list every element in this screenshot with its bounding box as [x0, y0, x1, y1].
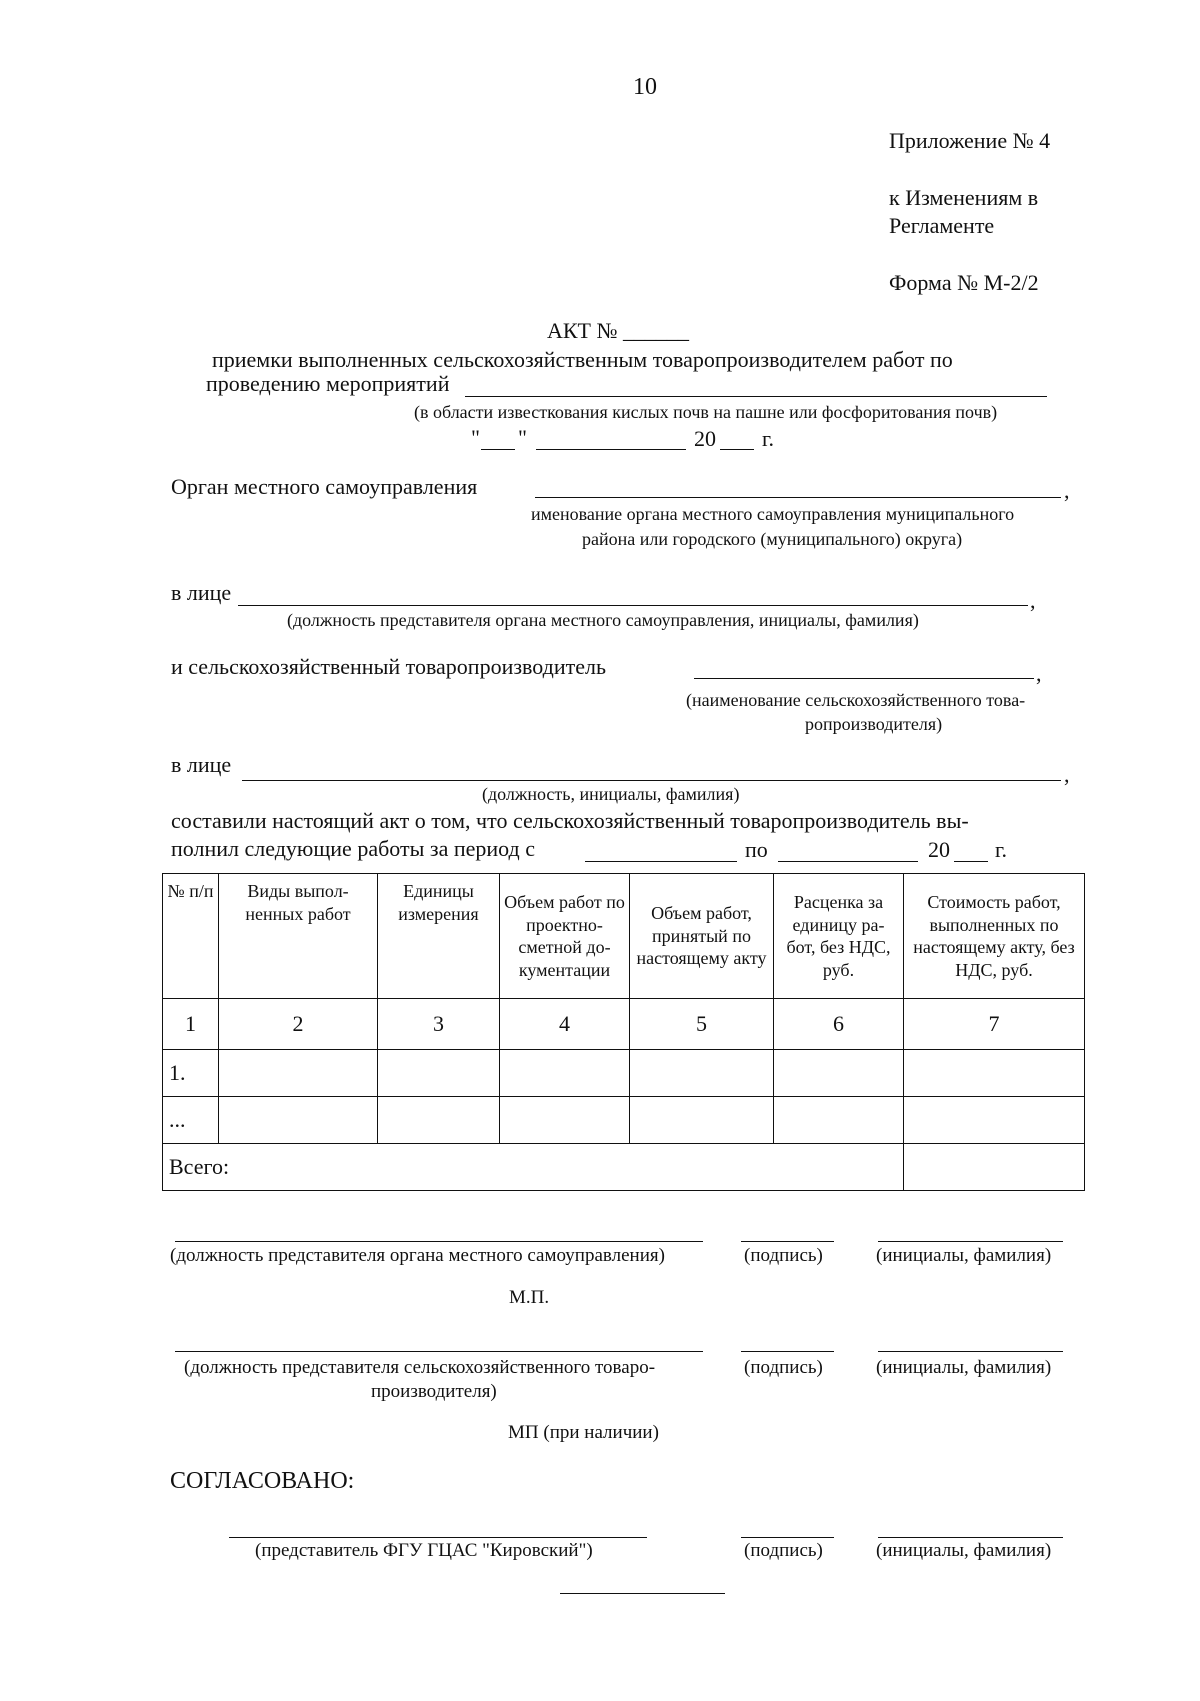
sig1-name-hint: (инициалы, фамилия) — [876, 1245, 1052, 1266]
producer-comma: , — [1036, 661, 1042, 686]
organ-label: Орган местного самоуправления — [171, 474, 478, 499]
table-cell — [378, 1097, 500, 1144]
column-number: 2 — [219, 999, 378, 1050]
header-cell-work-type: Виды выпол- ненных работ — [219, 874, 378, 999]
act-title: АКТ № ______ — [547, 318, 689, 343]
header-cell-accepted-volume: Объем работ, принятый по настоящему акту — [630, 874, 774, 999]
date-month-line — [536, 449, 686, 450]
row-number: ... — [163, 1097, 219, 1144]
sig3-position-hint: (представитель ФГУ ГЦАС "Кировский") — [255, 1540, 593, 1561]
header-cell-units: Единицы измерения — [378, 874, 500, 999]
date-year: 20 — [694, 426, 716, 451]
organ-comma: , — [1064, 478, 1070, 503]
sig1-stamp: М.П. — [509, 1287, 550, 1308]
sig3-sign-hint: (подпись) — [744, 1540, 823, 1561]
period-year-line — [954, 861, 988, 862]
rep1-hint: (должность представителя органа местного самоуправления, инициалы, фамилия) — [287, 610, 919, 630]
table-cell — [774, 1050, 904, 1097]
date-g: г. — [762, 426, 775, 451]
total-value-cell — [904, 1144, 1085, 1191]
approved-label: СОГЛАСОВАНО: — [170, 1468, 355, 1494]
sig2-sign-line — [741, 1351, 834, 1352]
date-day-line — [481, 449, 515, 450]
rep1-comma: , — [1030, 588, 1036, 613]
sig2-position-line — [175, 1351, 703, 1352]
column-number: 1 — [163, 999, 219, 1050]
column-number: 4 — [500, 999, 630, 1050]
statement-year: 20 — [928, 837, 950, 862]
rep2-hint: (должность, инициалы, фамилия) — [482, 784, 740, 804]
sig2-name-hint: (инициалы, фамилия) — [876, 1357, 1052, 1378]
organ-hint-line2: района или городского (муниципального) округа) — [582, 529, 963, 549]
to-changes-line1: к Изменениям в — [889, 185, 1039, 210]
table-cell — [219, 1050, 378, 1097]
form-number: Форма № М-2/2 — [889, 270, 1039, 295]
sig2-sign-hint: (подпись) — [744, 1357, 823, 1378]
table-cell — [630, 1050, 774, 1097]
appendix-label: Приложение № 4 — [889, 128, 1051, 153]
period-from-line — [585, 861, 737, 862]
rep1-label: в лице — [171, 580, 232, 605]
table-cell — [500, 1050, 630, 1097]
header-cell-num: № п/п — [163, 874, 219, 999]
table-column-numbers-row — [163, 999, 1085, 1050]
page-number: 10 — [633, 74, 657, 100]
period-to-line — [778, 861, 918, 862]
table-cell — [774, 1097, 904, 1144]
table-cell — [904, 1097, 1085, 1144]
sig3-name-hint: (инициалы, фамилия) — [876, 1540, 1052, 1561]
table-cell — [630, 1097, 774, 1144]
table-total-row — [163, 1144, 1085, 1191]
organ-hint-line1: именование органа местного самоуправления муниципального — [531, 504, 1015, 524]
column-number: 5 — [630, 999, 774, 1050]
date-quote-open: " — [471, 425, 480, 450]
sig3-position-line — [229, 1537, 647, 1538]
producer-hint-line1: (наименование сельскохозяйственного това- — [686, 690, 1026, 710]
title-line1: приемки выполненных сельскохозяйственным товаропроизводителем работ по — [212, 347, 953, 372]
total-label: Всего: — [163, 1144, 904, 1191]
column-number: 7 — [904, 999, 1085, 1050]
statement-line1: составили настоящий акт о том, что сельскохозяйственный товаропроизводитель вы- — [171, 808, 969, 833]
sig3-sign-line — [741, 1537, 834, 1538]
row-number: 1. — [163, 1050, 219, 1097]
organ-fill-line — [535, 497, 1061, 498]
to-changes-line2: Регламенте — [889, 213, 995, 238]
sig1-sign-hint: (подпись) — [744, 1245, 823, 1266]
table-cell — [378, 1050, 500, 1097]
rep2-fill-line — [242, 780, 1061, 781]
date-year-line — [720, 449, 754, 450]
producer-label: и сельскохозяйственный товаропроизводитель — [171, 654, 607, 679]
statement-line2: полнил следующие работы за период с — [171, 836, 535, 861]
title-line2: проведению мероприятий — [206, 371, 450, 396]
producer-fill-line — [694, 678, 1034, 679]
table-row — [163, 1097, 1085, 1144]
header-cell-rate: Расценка за единицу ра- бот, без НДС, руб. — [774, 874, 904, 999]
rep2-comma: , — [1064, 762, 1070, 787]
header-cell-cost: Стоимость работ, выполненных по настоящему акту, без НДС, руб. — [904, 874, 1085, 999]
table-cell — [904, 1050, 1085, 1097]
sig1-position-hint: (должность представителя органа местного самоуправления) — [170, 1245, 665, 1266]
end-rule — [560, 1593, 725, 1594]
column-number: 6 — [774, 999, 904, 1050]
sig2-position-hint-line2: производителя) — [371, 1381, 497, 1402]
activities-hint: (в области известкования кислых почв на пашне или фосфоритования почв) — [414, 402, 998, 422]
table-cell — [500, 1097, 630, 1144]
table-cell — [219, 1097, 378, 1144]
producer-hint-line2: ропроизводителя) — [805, 714, 943, 734]
rep1-fill-line — [238, 605, 1028, 606]
table-header-row — [163, 874, 1085, 999]
sig1-sign-line — [741, 1241, 834, 1242]
rep2-label: в лице — [171, 752, 232, 777]
sig2-position-hint-line1: (должность представителя сельскохозяйственного товаро- — [184, 1357, 656, 1378]
activities-fill-line — [465, 396, 1047, 397]
works-table — [162, 873, 1085, 1191]
table-row — [163, 1050, 1085, 1097]
sig1-position-line — [175, 1241, 703, 1242]
column-number: 3 — [378, 999, 500, 1050]
sig1-name-line — [878, 1241, 1063, 1242]
sig2-stamp: МП (при наличии) — [508, 1422, 659, 1443]
statement-po: по — [745, 837, 768, 862]
date-quote-close: " — [518, 425, 527, 450]
sig2-name-line — [878, 1351, 1063, 1352]
header-cell-design-volume: Объем работ по проектно- сметной до- кументации — [500, 874, 630, 999]
statement-g: г. — [995, 837, 1008, 862]
sig3-name-line — [878, 1537, 1063, 1538]
